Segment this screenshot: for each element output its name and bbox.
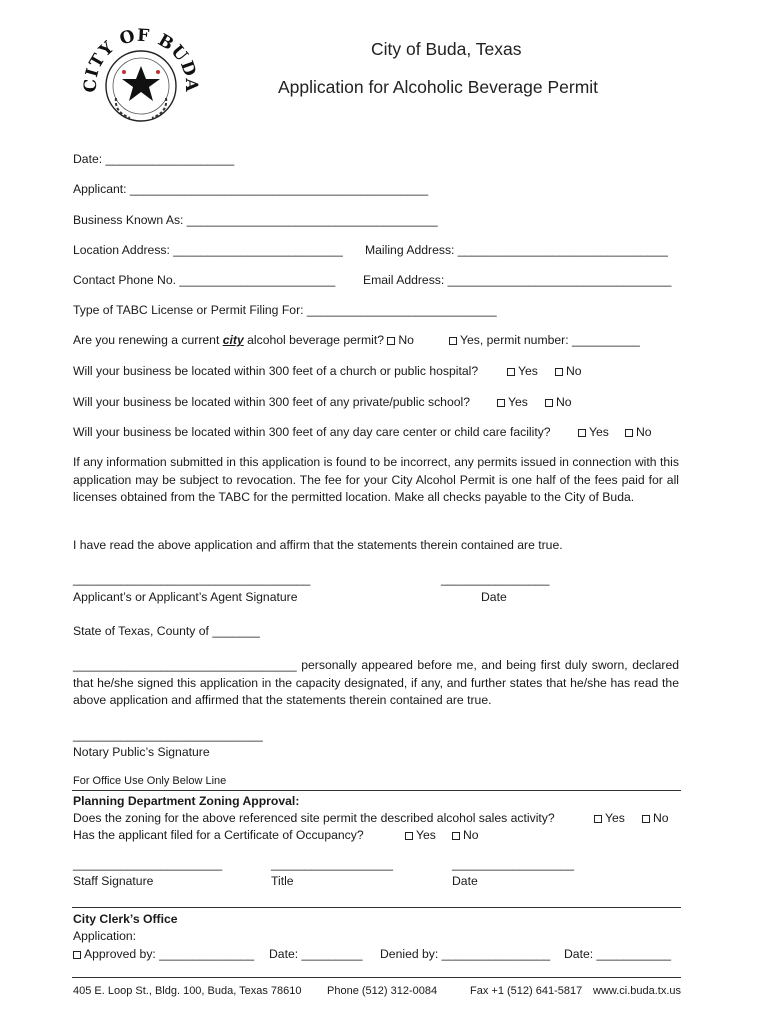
yes-label: Yes <box>605 811 625 825</box>
zoning-yes-option <box>594 811 625 825</box>
office-date-label: Date <box>452 874 478 888</box>
yes-label: Yes <box>508 395 528 409</box>
applicant-signature-label: Applicant’s or Applicant’s Agent Signature <box>73 590 298 604</box>
school-yes-option <box>497 395 528 409</box>
contact-phone-field[interactable]: Contact Phone No. _______________________ <box>73 273 336 287</box>
notary-signature-label: Notary Public’s Signature <box>73 745 210 759</box>
zoning-question: Does the zoning for the above referenced site permit the described alcohol sales activity? <box>73 811 555 825</box>
co-yes-checkbox[interactable] <box>405 832 413 840</box>
school-yes-checkbox[interactable] <box>497 399 505 407</box>
approved-by-text[interactable]: Approved by: ______________ <box>84 947 255 961</box>
renew-yes-option <box>449 333 640 347</box>
tabc-type-field[interactable]: Type of TABC License or Permit Filing For: ____________________________ <box>73 303 497 317</box>
application-label: Application: <box>73 929 137 943</box>
title-line[interactable]: __________________ <box>271 857 394 871</box>
footer-address: 405 E. Loop St., Bldg. 100, Buda, Texas 78610 <box>73 985 302 997</box>
no-label: No <box>653 811 669 825</box>
approved-checkbox[interactable] <box>73 951 81 959</box>
date-field[interactable]: Date: ___________________ <box>73 152 235 166</box>
notary-signature-line[interactable]: ____________________________ <box>73 728 263 742</box>
yes-label: Yes <box>416 828 436 842</box>
zoning-no-checkbox[interactable] <box>642 815 650 823</box>
church-yes-checkbox[interactable] <box>507 368 515 376</box>
renew-no-label: No <box>398 333 414 347</box>
applicant-date-label: Date <box>481 590 507 604</box>
co-no-option <box>452 828 479 842</box>
mailing-address-field[interactable]: Mailing Address: _______________________________ <box>365 243 668 257</box>
applicant-field[interactable]: Applicant: ____________________________________________ <box>73 182 429 196</box>
zoning-yes-checkbox[interactable] <box>594 815 602 823</box>
office-use-note: For Office Use Only Below Line <box>73 775 227 787</box>
denied-by-field[interactable]: Denied by: ________________ <box>380 947 551 961</box>
no-label: No <box>636 425 652 439</box>
co-question: Has the applicant filed for a Certificate of Occupancy? <box>73 828 364 842</box>
no-label: No <box>566 364 582 378</box>
church-no-checkbox[interactable] <box>555 368 563 376</box>
info-paragraph: If any information submitted in this application is found to be incorrect, any permits issued in connection with this application may be subject to revocation. The fee for your City Alcohol Permit is one half of the fees paid for all licenses obtained from the TABC for the permitted location. Make all checks payable to the City of Buda. <box>73 455 679 504</box>
daycare-no-checkbox[interactable] <box>625 429 633 437</box>
renew-suffix: alcohol beverage permit? <box>247 333 384 347</box>
affirm-statement: I have read the above application and affirm that the statements therein contained are true. <box>73 538 563 552</box>
city-seal-logo <box>80 20 202 142</box>
school-no-checkbox[interactable] <box>545 399 553 407</box>
business-known-as-field[interactable]: Business Known As: _____________________________________ <box>73 213 438 227</box>
approved-date-field[interactable]: Date: _________ <box>269 947 363 961</box>
no-label: No <box>463 828 479 842</box>
notary-paragraph: _________________________________ personally appeared before me, and being first duly sworn, declared that he/she signed this application in the capacity designated, if any, and further states that he/she has read the above application and affirmed that the statements therein contained are true. <box>73 658 679 707</box>
staff-signature-label: Staff Signature <box>73 874 154 888</box>
daycare-question: Will your business be located within 300 feet of any day care center or child care facility? <box>73 425 551 439</box>
office-divider <box>72 790 681 791</box>
title-label: Title <box>271 874 294 888</box>
co-no-checkbox[interactable] <box>452 832 460 840</box>
footer-phone: Phone (512) 312-0084 <box>327 985 438 997</box>
zoning-no-option <box>642 811 669 825</box>
yes-label: Yes <box>589 425 609 439</box>
church-no-option <box>555 364 582 378</box>
city-name: City of Buda, Texas <box>371 39 522 59</box>
form-title: Application for Alcoholic Beverage Permit <box>278 77 599 97</box>
church-question: Will your business be located within 300 feet of a church or public hospital? <box>73 364 479 378</box>
renew-prefix: Are you renewing a current <box>73 333 220 347</box>
office-date-line[interactable]: __________________ <box>452 857 575 871</box>
school-question: Will your business be located within 300 feet of any private/public school? <box>73 395 470 409</box>
denied-date-field[interactable]: Date: ___________ <box>564 947 672 961</box>
location-address-field[interactable]: Location Address: _________________________ <box>73 243 343 257</box>
svg-text:CITY OF BUDA: CITY OF BUDA <box>80 25 202 93</box>
renew-yes-label[interactable]: Yes, permit number: __________ <box>460 333 640 347</box>
renew-question <box>73 333 414 347</box>
daycare-yes-checkbox[interactable] <box>578 429 586 437</box>
renew-no-checkbox[interactable] <box>387 337 395 345</box>
school-no-option <box>545 395 572 409</box>
clerk-divider <box>72 907 681 908</box>
church-yes-option <box>507 364 538 378</box>
co-yes-option <box>405 828 436 842</box>
applicant-signature-line[interactable]: ___________________________________ <box>73 572 311 586</box>
staff-signature-line[interactable]: ______________________ <box>73 857 223 871</box>
no-label: No <box>556 395 572 409</box>
footer-fax: Fax +1 (512) 641-5817 <box>470 985 583 997</box>
footer-divider <box>72 977 681 978</box>
applicant-date-line[interactable]: ________________ <box>441 572 550 586</box>
county-field[interactable]: State of Texas, County of _______ <box>73 624 260 638</box>
approved-by-field <box>73 947 254 961</box>
daycare-yes-option <box>578 425 609 439</box>
footer-website[interactable]: www.ci.buda.tx.us <box>593 985 682 997</box>
clerk-title: City Clerk’s Office <box>73 912 178 926</box>
daycare-no-option <box>625 425 652 439</box>
planning-title: Planning Department Zoning Approval: <box>73 794 300 808</box>
renew-city-emphasis: city <box>222 333 244 347</box>
email-address-field[interactable]: Email Address: _________________________________ <box>363 273 672 287</box>
renew-yes-checkbox[interactable] <box>449 337 457 345</box>
yes-label: Yes <box>518 364 538 378</box>
